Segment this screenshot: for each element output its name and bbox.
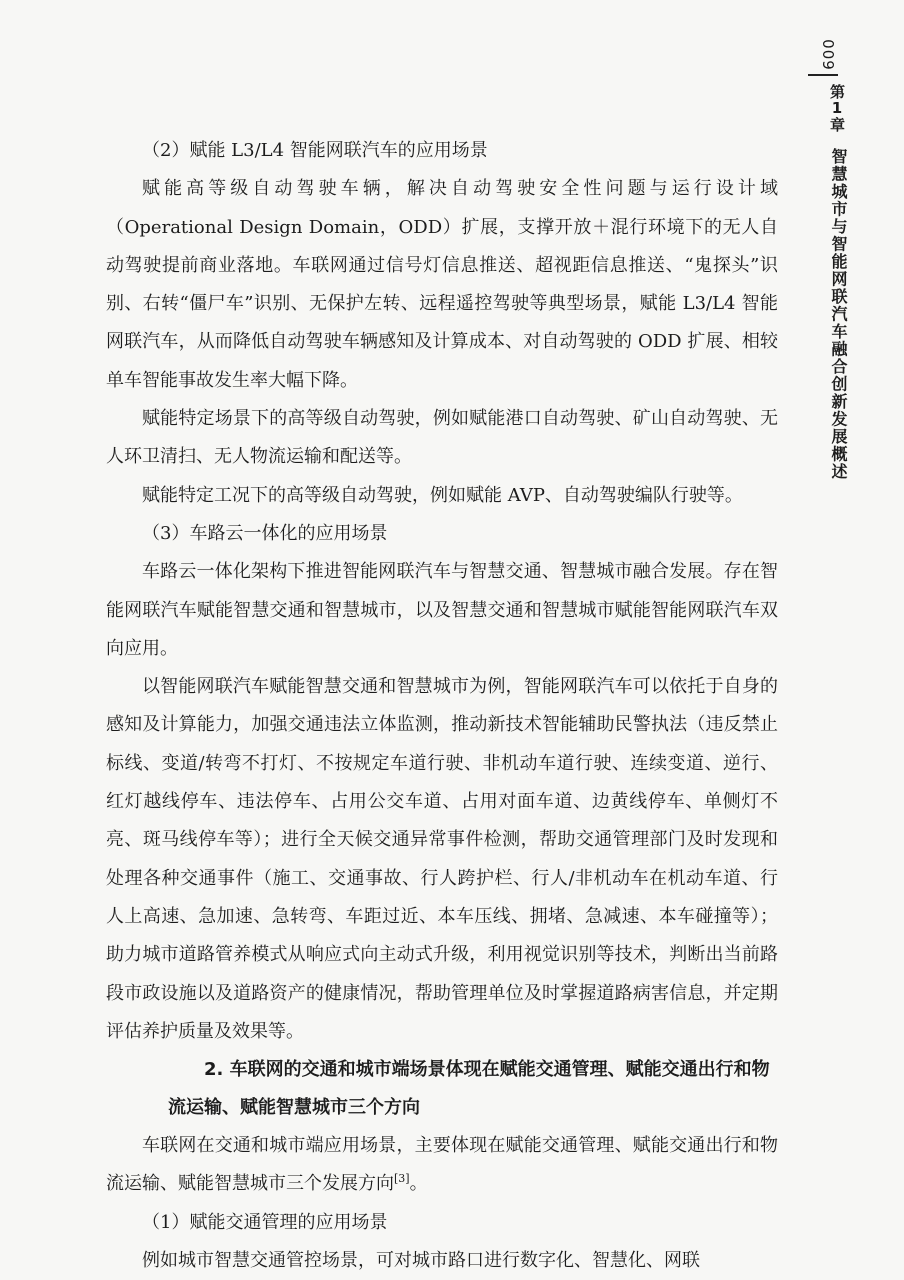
paragraph: 车路云一体化架构下推进智能网联汽车与智慧交通、智慧城市融合发展。存在智能网联汽车赋能智慧交通和智慧城市，以及智慧交通和智慧城市赋能智能网联汽车双向应用。	[106, 561, 778, 659]
paragraph-text: 车联网在交通和城市端应用场景，主要体现在赋能交通管理、赋能交通出行和物流运输、赋能智慧城市三个发展方向	[106, 1135, 778, 1195]
citation-ref: [3]	[394, 1172, 410, 1186]
chapter-label: 第1章	[828, 84, 846, 132]
paragraph: 例如城市智慧交通管控场景，可对城市路口进行数字化、智慧化、网联	[142, 1250, 700, 1272]
subsection-heading: （2）赋能 L3/L4 智能网联汽车的应用场景	[142, 140, 488, 161]
page-body	[106, 132, 778, 1280]
page-number: 009	[819, 39, 837, 71]
paragraph-end: 。	[409, 1173, 428, 1195]
subsection-heading: （3）车路云一体化的应用场景	[142, 522, 388, 544]
section-heading: 2. 车联网的交通和城市端场景体现在赋能交通管理、赋能交通出行和物流运输、赋能智慧城市三个方向	[168, 1059, 770, 1119]
chapter-title: 智慧城市与智能网联汽车融合创新发展概述	[829, 148, 848, 481]
side-rule	[808, 74, 838, 76]
paragraph	[106, 1127, 778, 1204]
paragraph: 赋能特定场景下的高等级自动驾驶，例如赋能港口自动驾驶、矿山自动驾驶、无人环卫清扫、无人物流运输和配送等。	[106, 408, 778, 468]
paragraph: 以智能网联汽车赋能智慧交通和智慧城市为例，智能网联汽车可以依托于自身的感知及计算能力，加强交通违法立体监测，推动新技术智能辅助民警执法（违反禁止标线、变道/转弯不打灯、不按规定车道行驶、非机动车道行驶、连续变道、逆行、红灯越线停车、违法停车、占用公交车道、占用对面车道、边黄线停车、单侧灯不亮、斑马线停车等）；进行全天候交通异常事件检测，帮助交通管理部门及时发现和处理各种交通事件（施工、交通事故、行人跨护栏、行人/非机动车在机动车道、行人上高速、急加速、急转弯、车距过近、本车压线、拥堵、急减速、本车碰撞等）；助力城市道路管养模式从响应式向主动式升级，利用视觉识别等技术，判断出当前路段市政设施以及道路资产的健康情况，帮助管理单位及时掌握道路病害信息，并定期评估养护质量及效果等。	[106, 676, 778, 1042]
subsection-heading: （1）赋能交通管理的应用场景	[142, 1211, 388, 1233]
paragraph: 赋能高等级自动驾驶车辆，解决自动驾驶安全性问题与运行设计域（Operational Design Domain，ODD）扩展，支撑开放＋混行环境下的无人自动驾驶提前商业落地。车联网通过信号灯信息推送、超视距信息推送、“鬼探头”识别、右转“僵尸车”识别、无保护左转、远程遥控驾驶等典型场景，赋能 L3/L4 智能网联汽车，从而降低自动驾驶车辆感知及计算成本、对自动驾驶的 ODD 扩展、相较单车智能事故发生率大幅下降。	[106, 178, 778, 391]
paragraph: 赋能特定工况下的高等级自动驾驶，例如赋能 AVP、自动驾驶编队行驶等。	[142, 484, 743, 506]
